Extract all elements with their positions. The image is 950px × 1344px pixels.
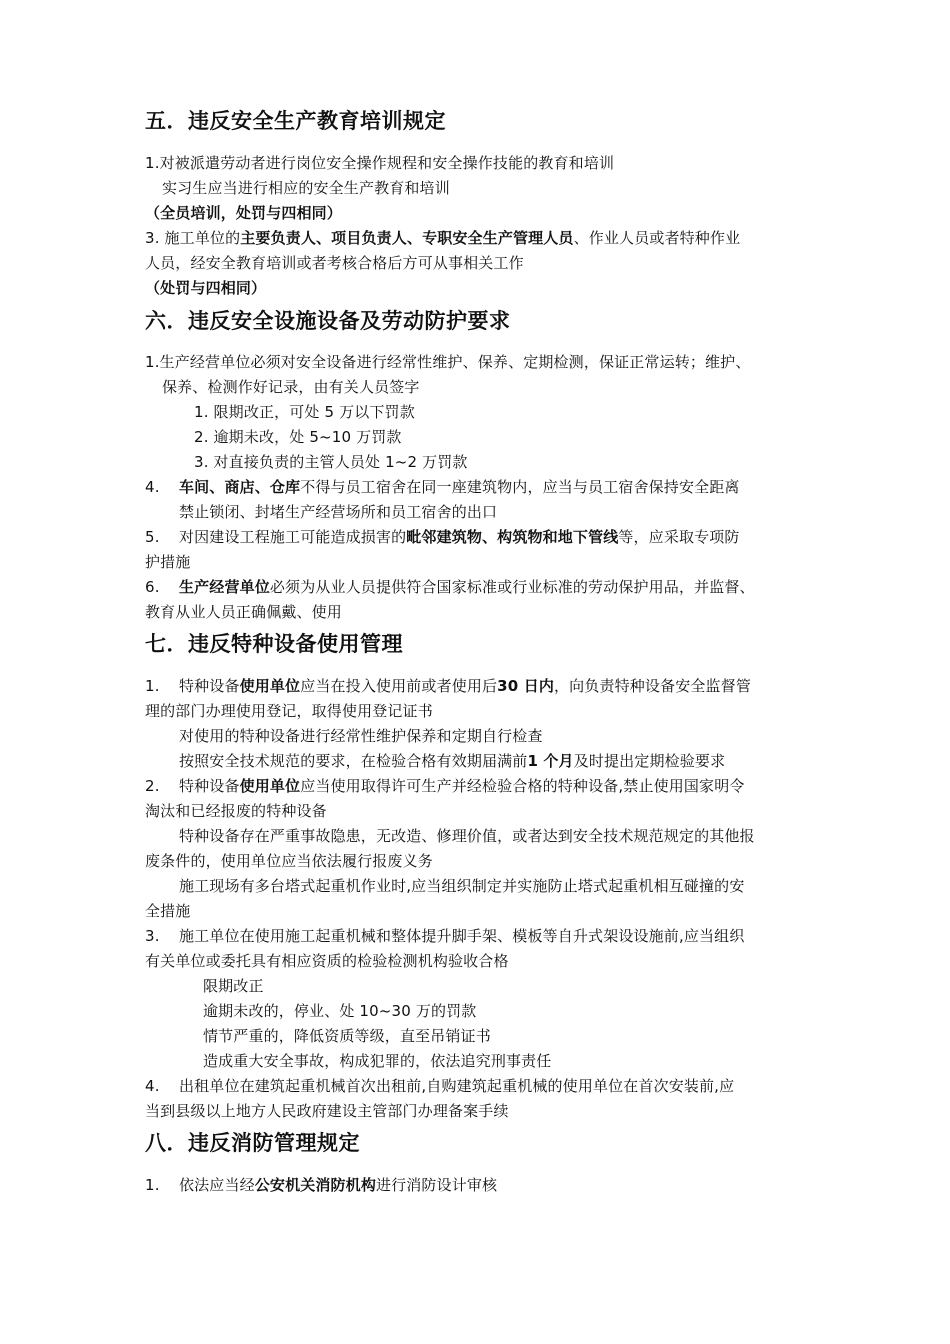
text-line: 4. 出租单位在建筑起重机械首次出租前,自购建筑起重机械的使用单位在首次安装前,应 — [145, 1077, 735, 1095]
text-line: 2. 特种设备使用单位应当使用取得许可生产并经检验合格的特种设备,禁止使用国家明令 — [145, 777, 745, 795]
text-line: 3. 对直接负责的主管人员处 1~2 万罚款 — [194, 453, 468, 471]
text-line: 1.生产经营单位必须对安全设备进行经常性维护、保养、定期检测，保证正常运转；维护、 — [145, 353, 751, 371]
text-line: 对使用的特种设备进行经常性维护保养和定期自行检查 — [179, 727, 543, 745]
text-line: 施工现场有多台塔式起重机作业时,应当组织制定并实施防止塔式起重机相互碰撞的安 — [179, 877, 745, 895]
text-line: 废条件的，使用单位应当依法履行报废义务 — [145, 852, 433, 870]
text-line: 1. 依法应当经公安机关消防机构进行消防设计审核 — [145, 1176, 498, 1194]
text-line: 情节严重的，降低资质等级，直至吊销证书 — [203, 1027, 491, 1045]
text-line: 理的部门办理使用登记，取得使用登记证书 — [145, 702, 433, 720]
text-line: 护措施 — [145, 553, 191, 571]
text-line: 6. 生产经营单位必须为从业人员提供符合国家标准或行业标准的劳动保护用品，并监督、 — [145, 578, 755, 596]
text-line: （全员培训，处罚与四相同） — [145, 204, 342, 222]
text-line: （处罚与四相同） — [145, 279, 267, 297]
section-heading: 八．违反消防管理规定 — [145, 1131, 360, 1155]
text-line: 按照安全技术规范的要求，在检验合格有效期届满前1 个月及时提出定期检验要求 — [179, 752, 726, 770]
text-line: 当到县级以上地方人民政府建设主管部门办理备案手续 — [145, 1102, 509, 1120]
text-line: 5. 对因建设工程施工可能造成损害的毗邻建筑物、构筑物和地下管线等，应采取专项防 — [145, 528, 740, 546]
text-line: 教育从业人员正确佩戴、使用 — [145, 603, 342, 621]
text-line: 4. 车间、商店、仓库不得与员工宿舍在同一座建筑物内，应当与员工宿舍保持安全距离 — [145, 478, 740, 496]
text-line: 禁止锁闭、封堵生产经营场所和员工宿舍的出口 — [179, 503, 498, 521]
section-heading: 六．违反安全设施设备及劳动防护要求 — [145, 309, 511, 333]
text-line: 人员，经安全教育培训或者考核合格后方可从事相关工作 — [145, 254, 524, 272]
text-line: 2. 逾期未改，处 5~10 万罚款 — [194, 428, 402, 446]
text-line: 淘汰和已经报废的特种设备 — [145, 802, 327, 820]
text-line: 3. 施工单位在使用施工起重机械和整体提升脚手架、模板等自升式架设设施前,应当组织 — [145, 927, 745, 945]
text-line: 保养、检测作好记录，由有关人员签字 — [162, 378, 420, 396]
text-line: 1.对被派遣劳动者进行岗位安全操作规程和安全操作技能的教育和培训 — [145, 154, 615, 172]
text-line: 造成重大安全事故，构成犯罪的，依法追究刑事责任 — [203, 1052, 552, 1070]
section-heading: 七．违反特种设备使用管理 — [145, 632, 403, 656]
text-line: 限期改正 — [203, 977, 264, 995]
text-line: 实习生应当进行相应的安全生产教育和培训 — [162, 179, 450, 197]
text-line: 3. 施工单位的主要负责人、项目负责人、专职安全生产管理人员、作业人员或者特种作业 — [145, 229, 741, 247]
text-line: 逾期未改的，停业、处 10~30 万的罚款 — [203, 1002, 477, 1020]
text-line: 1. 限期改正，可处 5 万以下罚款 — [194, 403, 415, 421]
text-line: 1. 特种设备使用单位应当在投入使用前或者使用后30 日内，向负责特种设备安全监督管 — [145, 677, 751, 695]
text-line: 特种设备存在严重事故隐患，无改造、修理价值，或者达到安全技术规范规定的其他报 — [179, 827, 755, 845]
text-line: 全措施 — [145, 902, 191, 920]
section-heading: 五．违反安全生产教育培训规定 — [145, 109, 446, 133]
text-line: 有关单位或委托具有相应资质的检验检测机构验收合格 — [145, 952, 509, 970]
